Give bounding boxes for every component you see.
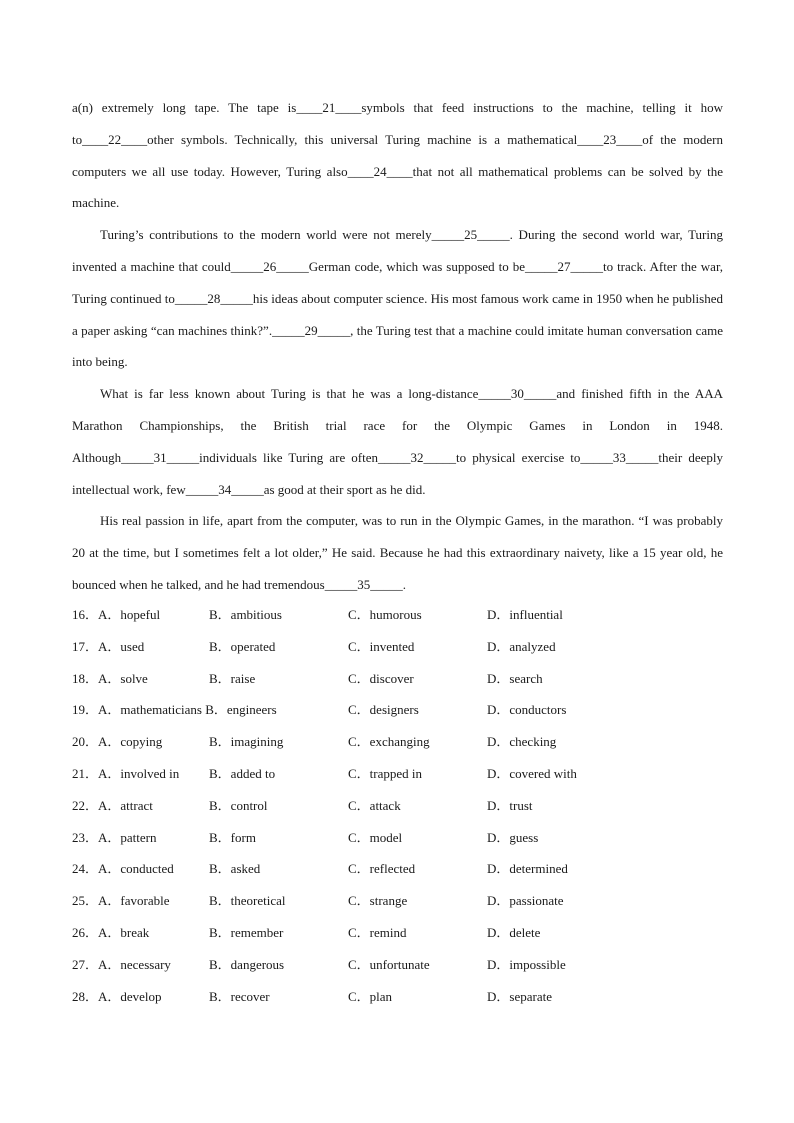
passage-paragraph-4: His real passion in life, apart from the computer, was to run in the Olympic Games, in the marathon. “I was probably 20 at the time, but I sometimes felt a lot older,” He said. Because he had this extraordinary naivety, like a 15 year old, he bounced when he talked, and he had tremendous_____35_____.	[72, 513, 723, 592]
option-b: B．recover	[209, 988, 270, 1004]
option-d: D．delete	[487, 924, 541, 940]
option-d: D．search	[487, 670, 543, 686]
option-d: D．separate	[487, 988, 552, 1004]
question-27	[72, 949, 723, 981]
option-a-b: 19．A．mathematicians B．engineers	[72, 702, 277, 718]
question-20	[72, 726, 723, 758]
option-d: D．trust	[487, 797, 533, 813]
option-b: B．remember	[209, 924, 284, 940]
option-c: C．invented	[348, 638, 415, 654]
option-a: 22．A．attract	[72, 797, 153, 813]
option-c: C．reflected	[348, 861, 416, 877]
question-26	[72, 917, 723, 949]
option-a: 18．A．solve	[72, 670, 148, 686]
passage-paragraph-1: a(n) extremely long tape. The tape is____21____symbols that feed instructions to the machine, telling it how to____22____other symbols. Technically, this universal Turing machine is a mathematical____23____of the modern computers we all use today. However, Turing also____24____that not all mathematical problems can be solved by the machine.	[72, 100, 723, 211]
option-a: 24．A．conducted	[72, 861, 174, 877]
passage-paragraph-2: Turing’s contributions to the modern world were not merely_____25_____. During the second world war, Turing invented a machine that could_____26_____German code, which was supposed to be_____27_____to track. After the war, Turing continued to_____28_____his ideas about computer science. His most famous work came in 1950 when he published a paper asking “can machines think?”._____29_____, the Turing test that a machine could imitate human conversation came into being.	[72, 227, 723, 370]
option-c: C．unfortunate	[348, 956, 430, 972]
option-d: D．analyzed	[487, 638, 556, 654]
option-a: 27．A．necessary	[72, 956, 171, 972]
option-d: D．covered with	[487, 765, 577, 781]
option-d: D．impossible	[487, 956, 566, 972]
question-17	[72, 631, 723, 663]
option-b: B．control	[209, 797, 268, 813]
option-b: B．raise	[209, 670, 256, 686]
option-a: 28．A．develop	[72, 988, 162, 1004]
option-c: C．attack	[348, 797, 401, 813]
option-c: C．exchanging	[348, 734, 430, 750]
question-22	[72, 790, 723, 822]
option-c: C．designers	[348, 702, 419, 718]
option-c: C．discover	[348, 670, 414, 686]
option-d: D．conductors	[487, 702, 567, 718]
option-c: C．plan	[348, 988, 393, 1004]
question-list	[72, 599, 723, 1012]
passage	[72, 92, 723, 601]
option-d: D．passionate	[487, 893, 564, 909]
option-a: 26．A．break	[72, 924, 150, 940]
option-b: B．operated	[209, 638, 276, 654]
question-18	[72, 663, 723, 695]
question-16	[72, 599, 723, 631]
option-c: C．remind	[348, 924, 407, 940]
option-a: 16．A．hopeful	[72, 607, 161, 622]
option-b: B．theoretical	[209, 893, 286, 909]
option-b: B．ambitious	[209, 607, 282, 622]
option-d: D．guess	[487, 829, 539, 845]
option-b: B．dangerous	[209, 956, 285, 972]
option-c: C．model	[348, 829, 403, 845]
option-b: B．imagining	[209, 734, 284, 750]
option-d: D．influential	[487, 607, 563, 622]
option-a: 23．A．pattern	[72, 829, 157, 845]
option-c: C．trapped in	[348, 765, 423, 781]
passage-paragraph-3: What is far less known about Turing is that he was a long-distance_____30_____and finished fifth in the AAA Marathon Championships, the British trial race for the Olympic Games in London in 1948. Although_____31_____individuals like Turing are often_____32_____to physical exercise to_____33_____their deeply intellectual work, few_____34_____as good at their sport as he did.	[72, 386, 723, 497]
question-28	[72, 981, 723, 1013]
option-c: C．strange	[348, 893, 408, 909]
option-a: 21．A．involved in	[72, 765, 180, 781]
option-a: 25．A．favorable	[72, 893, 170, 909]
option-d: D．checking	[487, 734, 557, 750]
option-c: C．humorous	[348, 607, 422, 622]
question-25	[72, 885, 723, 917]
option-b: B．asked	[209, 861, 261, 877]
option-b: B．added to	[209, 765, 276, 781]
question-23	[72, 822, 723, 854]
question-24	[72, 853, 723, 885]
question-19	[72, 694, 723, 726]
option-a: 17．A．used	[72, 638, 145, 654]
option-a: 20．A．copying	[72, 734, 163, 750]
option-b: B．form	[209, 829, 256, 845]
question-21	[72, 758, 723, 790]
option-d: D．determined	[487, 861, 568, 877]
